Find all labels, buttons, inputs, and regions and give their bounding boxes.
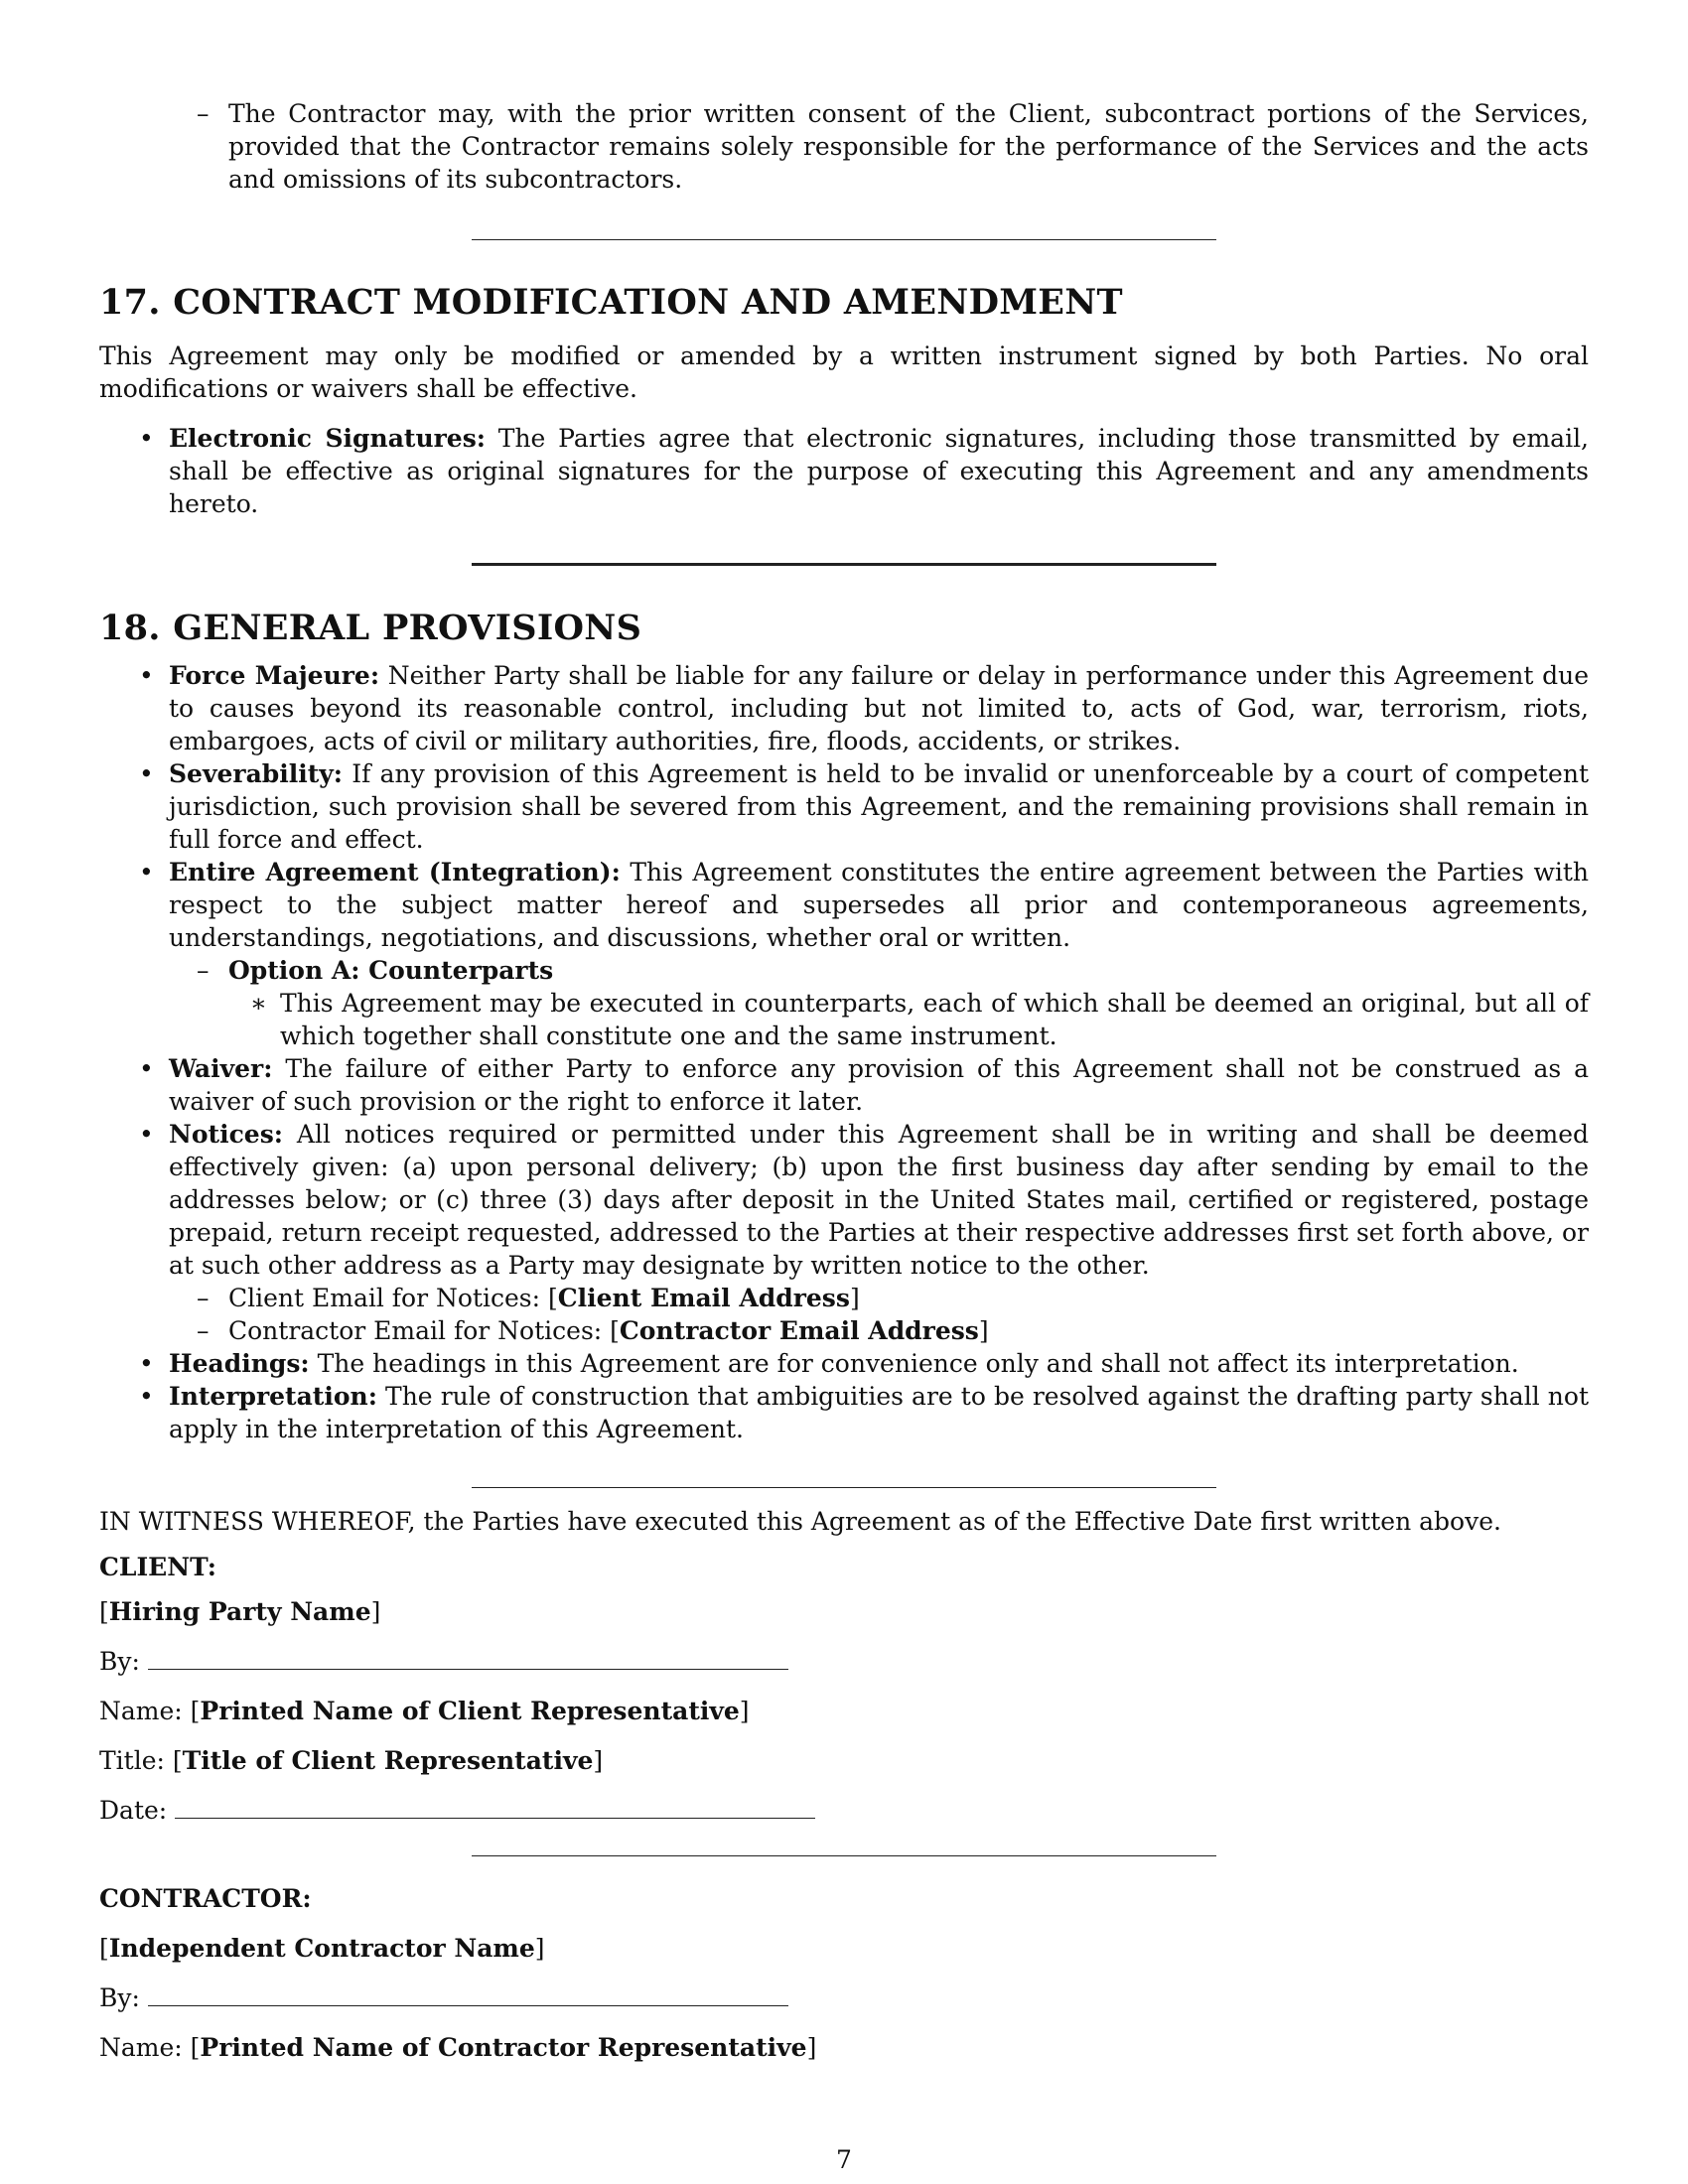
contractor-signature-line[interactable]: [148, 1985, 788, 2006]
interpretation-item: • Interpretation: The rule of construction that ambiguities are to be resolved against the drafting party shall not apply in the interpretation of this Agreement.: [139, 1382, 1589, 1443]
item-text: All notices required or permitted under this Agreement shall be in writing and shall be deemed effectively given: (a) upon personal delivery; (b) upon the first business day after sending by email to the addresses below; or (c) three (3) days after deposit in the United States mail, certified or registered, postage prepaid, return receipt requested, addressed to the Parties at their respective addresses first set forth above, or at such other address as a Party may designate by written notice to the other.: [169, 1120, 1590, 1280]
contractor-name-row: Name: [Printed Name of Contractor Representative]: [99, 2033, 817, 2062]
electronic-signatures-item: • Electronic Signatures: The Parties agree that electronic signatures, including those transmitted by email, shall be effective as original signatures for the purpose of executing this Agreement and any amendments hereto.: [139, 424, 1590, 518]
page-number: 7: [836, 2145, 852, 2174]
item-text: If any provision of this Agreement is held to be invalid or unenforceable by a court of competent jurisdiction, such provision shall be severed from this Agreement, and the remaining provisions shall remain in full force and effect.: [169, 759, 1589, 854]
client-party-name: [Hiring Party Name]: [99, 1597, 381, 1626]
contractor-by-row: By:: [99, 1974, 1589, 2023]
section-divider: [472, 1487, 1216, 1488]
item-title: Option A: Counterparts: [228, 956, 554, 985]
contractor-party-name: [Independent Contractor Name]: [99, 1934, 545, 1963]
client-date-line[interactable]: [175, 1798, 815, 1819]
contractor-heading: CONTRACTOR:: [99, 1884, 312, 1913]
headings-item: • Headings: The headings in this Agreement are for convenience only and shall not affect its interpretation.: [139, 1349, 1519, 1378]
item-title: Waiver:: [169, 1054, 273, 1083]
section-divider: [472, 239, 1216, 240]
item-title: Severability:: [169, 759, 344, 788]
subcontract-text: The Contractor may, with the prior written consent of the Client, subcontract portions of the Services, provided that the Contractor remains solely responsible for the performance of the Services and the acts and omissions of its subcontractors.: [228, 99, 1589, 194]
section-17-heading: 17. CONTRACT MODIFICATION AND AMENDMENT: [99, 282, 1123, 323]
counterparts-item: ∗ This Agreement may be executed in counterparts, each of which shall be deemed an original, but all of which together shall constitute one and the same instrument.: [250, 989, 1589, 1050]
contractor-email-placeholder: Contractor Email Address: [619, 1316, 979, 1345]
item-title: Headings:: [169, 1349, 310, 1378]
client-signature-line[interactable]: [148, 1649, 788, 1670]
client-name-row: Name: [Printed Name of Client Representative]: [99, 1697, 750, 1725]
item-title: Notices:: [169, 1120, 284, 1149]
item-text: This Agreement may be executed in counterparts, each of which shall be deemed an original, but all of which together shall constitute one and the same instrument.: [280, 989, 1589, 1050]
item-text: This Agreement constitutes the entire agreement between the Parties with respect to the subject matter hereof and supersedes all prior and contemporaneous agreements, understandings, negotiations, and discussions, whether oral or written.: [169, 858, 1589, 952]
section-divider: [472, 1855, 1216, 1856]
subcontract-item: – The Contractor may, with the prior written consent of the Client, subcontract portions of the Services, provided that the Contractor remains solely responsible for the performance of the Services and the acts and omissions of its subcontractors.: [197, 99, 1589, 194]
client-by-row: By:: [99, 1637, 1589, 1687]
entire-agreement-item: • Entire Agreement (Integration): This Agreement constitutes the entire agreement between the Parties with respect to the subject matter hereof and supersedes all prior and contemporaneous agreements, understandings, negotiations, and discussions, whether oral or written.: [139, 858, 1589, 952]
option-a-item: – Option A: Counterparts: [197, 956, 554, 985]
item-text: Neither Party shall be liable for any failure or delay in performance under this Agreement due to causes beyond its reasonable control, including but not limited to, acts of God, war, terrorism, riots, embargoes, acts of civil or military authorities, fire, floods, accidents, or strikes.: [169, 661, 1589, 755]
item-text: The failure of either Party to enforce any provision of this Agreement shall not be construed as a waiver of such provision or the right to enforce it later.: [169, 1054, 1590, 1116]
item-text: The rule of construction that ambiguities are to be resolved against the drafting party shall not apply in the interpretation of this Agreement.: [169, 1382, 1589, 1443]
waiver-item: • Waiver: The failure of either Party to enforce any provision of this Agreement shall not be construed as a waiver of such provision or the right to enforce it later.: [139, 1054, 1590, 1116]
section-18-heading: 18. GENERAL PROVISIONS: [99, 608, 642, 648]
email-label: Client Email for Notices:: [228, 1284, 541, 1312]
document-page: [99, 97, 1589, 2073]
item-title: Interpretation:: [169, 1382, 377, 1411]
item-title: Entire Agreement (Integration):: [169, 858, 621, 887]
email-label: Contractor Email for Notices:: [228, 1316, 603, 1345]
client-heading: CLIENT:: [99, 1553, 217, 1581]
client-title-row: Title: [Title of Client Representative]: [99, 1746, 604, 1775]
severability-item: • Severability: If any provision of this Agreement is held to be invalid or unenforceable by a court of competent jurisdiction, such provision shall be severed from this Agreement, and the remaining provisions shall remain in full force and effect.: [139, 759, 1589, 854]
item-title: Electronic Signatures:: [169, 424, 487, 453]
witness-statement: IN WITNESS WHEREOF, the Parties have executed this Agreement as of the Effective Date first written above.: [99, 1507, 1501, 1536]
notices-item: • Notices: All notices required or permitted under this Agreement shall be in writing and shall be deemed effectively given: (a) upon personal delivery; (b) upon the first business day after sending by email to the addresses below; or (c) three (3) days after deposit in the United States mail, certified or registered, postage prepaid, return receipt requested, addressed to the Parties at their respective addresses first set forth above, or at such other address as a Party may designate by written notice to the other.: [139, 1120, 1590, 1280]
client-date-row: Date:: [99, 1786, 1589, 1836]
client-email-item: – Client Email for Notices: [Client Email Address]: [197, 1284, 860, 1312]
item-text: The headings in this Agreement are for convenience only and shall not affect its interpretation.: [317, 1349, 1519, 1378]
client-signature-block: [99, 1548, 1589, 1836]
force-majeure-item: • Force Majeure: Neither Party shall be liable for any failure or delay in performance under this Agreement due to causes beyond its reasonable control, including but not limited to, acts of God, war, terrorism, riots, embargoes, acts of civil or military authorities, fire, floods, accidents, or strikes.: [139, 661, 1589, 755]
section-17-paragraph: This Agreement may only be modified or amended by a written instrument signed by both Parties. No oral modifications or waivers shall be effective.: [99, 341, 1589, 403]
item-text: The Parties agree that electronic signatures, including those transmitted by email, shall be effective as original signatures for the purpose of executing this Agreement and any amendments hereto.: [169, 424, 1590, 518]
section-divider: [472, 563, 1216, 566]
contractor-signature-block: [99, 1874, 1589, 2073]
contractor-email-item: – Contractor Email for Notices: [Contractor Email Address]: [197, 1316, 989, 1345]
client-email-placeholder: Client Email Address: [557, 1284, 850, 1312]
item-title: Force Majeure:: [169, 661, 380, 690]
